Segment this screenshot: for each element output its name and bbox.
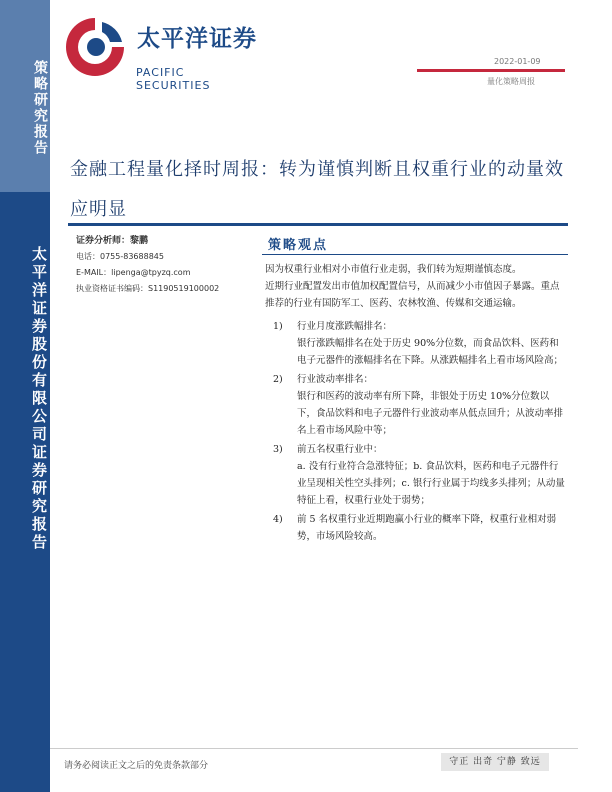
strategy-content	[265, 261, 565, 545]
section-title: 策略观点	[268, 238, 329, 253]
report-date: 2022-01-09	[494, 57, 541, 66]
logo-english-name: PACIFIC SECURITIES	[136, 66, 211, 92]
list-item-number: 4)	[273, 514, 283, 525]
list-item-label: 前五名权重行业中：	[297, 444, 383, 455]
logo-chinese-name: 太平洋证券	[137, 26, 257, 52]
company-logo	[62, 14, 262, 92]
header-red-bar	[417, 69, 565, 72]
list-item	[273, 318, 565, 335]
list-item-number: 3)	[273, 444, 283, 455]
analyst-license: 执业资格证书编码：S1190519100002	[76, 284, 220, 293]
analyst-info	[76, 233, 256, 297]
footer-slogan: 守正 出奇 宁静 致远	[441, 753, 549, 771]
sidebar-company-name: 太平洋证券股份有限公司证券研究报告	[30, 246, 48, 552]
analyst-name: 证券分析师：黎鹏	[76, 236, 149, 246]
list-item-detail: a. 没有行业符合急涨特征；b. 食品饮料，医药和电子元器件行业呈现相关性空头排列；c. 银行行业属于均线多头排列；从动量特征上看，权重行业处于弱势；	[297, 461, 565, 506]
list-item-number: 2)	[273, 374, 283, 385]
report-category: 量化策略周报	[487, 77, 535, 86]
section-divider	[262, 254, 568, 255]
intro-paragraph-1: 因为权重行业相对小市值行业走弱，我们转为短期谨慎态度。	[265, 264, 522, 275]
analyst-phone: 电话：0755-83688845	[76, 252, 164, 261]
logo-emblem-icon	[62, 14, 128, 80]
footer-disclaimer: 请务必阅读正文之后的免责条款部分	[64, 761, 209, 771]
list-item	[273, 441, 565, 458]
list-item-label: 行业波动率排名：	[297, 374, 374, 385]
list-item-number: 1)	[273, 321, 283, 332]
list-item	[273, 371, 565, 388]
sidebar-report-type: 策略研究报告	[32, 60, 48, 156]
sidebar	[0, 0, 50, 792]
report-title: 金融工程量化择时周报：转为谨慎判断且权重行业的动量效应明显	[70, 159, 564, 220]
list-item-detail: 银行涨跌幅排名在处于历史 90%分位数，而食品饮料、医药和电子元器件的涨幅排名在下降。从涨跌幅排名上看市场风险高；	[297, 338, 564, 366]
intro-paragraph-2: 近期行业配置发出市值加权配置信号，从而减少小市值因子暴露。重点推荐的行业有国防军工、医药、农林牧渔、传媒和交通运输。	[265, 281, 560, 309]
list-item-label: 前 5 名权重行业近期跑赢小行业的概率下降，权重行业相对弱势，市场风险较高。	[297, 514, 557, 542]
title-divider	[68, 223, 568, 226]
list-item-detail: 银行和医药的波动率有所下降，非银处于历史 10%分位数以下，食品饮料和电子元器件行业波动率从低点回升；从波动率排名上看市场风险中等；	[297, 391, 564, 436]
list-item	[273, 511, 565, 545]
footer-divider	[50, 748, 578, 749]
analyst-email: E-MAIL：lipenga@tpyzq.com	[76, 268, 191, 277]
list-item-label: 行业月度涨跌幅排名：	[297, 321, 393, 332]
